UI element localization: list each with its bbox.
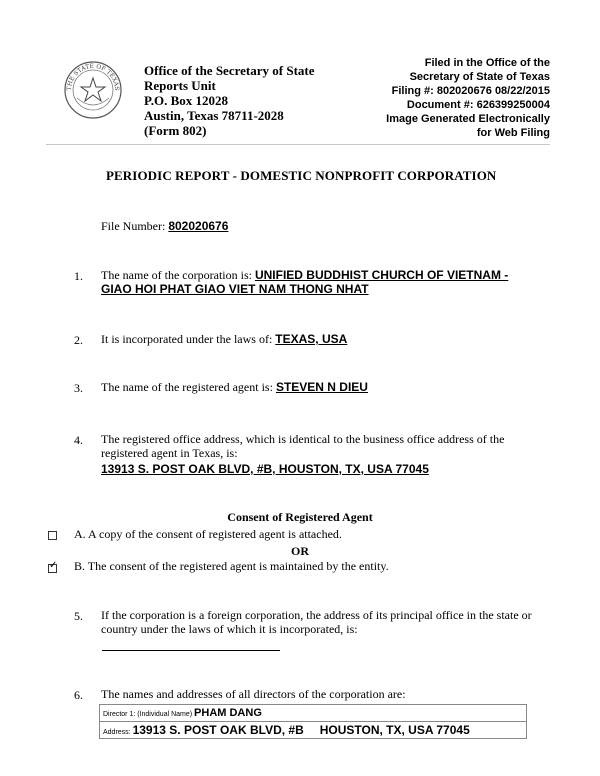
item-registered-office — [101, 432, 504, 476]
incorporated-laws-value: TEXAS, USA — [275, 332, 348, 346]
item-text: The name of the corporation is: — [101, 268, 252, 282]
office-line: (Form 802) — [144, 123, 207, 138]
item-text: If the corporation is a foreign corporation, the address of its principal office in the state or — [101, 608, 532, 622]
file-number-value: 802020676 — [168, 219, 229, 233]
director-name-value: PHAM DANG — [194, 707, 262, 719]
filed-line: for Web Filing — [476, 127, 550, 139]
item-corporation-name — [101, 268, 508, 296]
consent-option-b: B. The consent of the registered agent is maintained by the entity. — [74, 559, 389, 573]
consent-heading: Consent of Registered Agent — [227, 510, 373, 524]
checkmark-icon: ✓ — [49, 560, 58, 571]
item-text: registered agent in Texas, is: — [101, 446, 238, 460]
corporation-name-value-1: UNIFIED BUDDHIST CHURCH OF VIETNAM - — [254, 268, 509, 282]
item-text: The name of the registered agent is: — [101, 380, 273, 394]
consent-or: OR — [291, 544, 309, 558]
director-address-value: 13913 S. POST OAK BLVD, #B — [132, 723, 304, 737]
state-seal-icon — [63, 60, 123, 120]
item-number: 6. — [74, 688, 83, 702]
filed-line: Filed in the Office of the — [424, 57, 550, 69]
item-incorporated-laws — [101, 332, 347, 346]
director-name-label: Director 1: (Individual Name) — [103, 711, 193, 718]
director-city-state-value: HOUSTON, TX, USA 77045 — [319, 723, 470, 737]
corporation-name-value-2: GIAO HOI PHAT GIAO VIET NAM THONG NHAT — [101, 282, 369, 296]
item-registered-agent — [101, 380, 368, 394]
consent-a-checkbox[interactable] — [48, 531, 57, 540]
director-address-row — [100, 721, 526, 738]
director-table — [99, 704, 527, 739]
item-number: 2. — [74, 333, 83, 347]
filed-line: Filing #: 802020676 08/22/2015 — [391, 85, 550, 97]
form-title: PERIODIC REPORT - DOMESTIC NONPROFIT CORPORATION — [106, 168, 497, 183]
director-address-label: Address: — [103, 729, 131, 736]
item-text: country under the laws of which it is incorporated, is: — [101, 622, 358, 636]
filed-line: Document #: 626399250004 — [406, 99, 550, 111]
header-divider — [46, 144, 550, 145]
consent-option-a: A. A copy of the consent of registered agent is attached. — [74, 527, 342, 541]
registered-office-value: 13913 S. POST OAK BLVD, #B, HOUSTON, TX, USA 77045 — [101, 462, 429, 476]
director-name-row — [100, 705, 526, 721]
item-number: 5. — [74, 609, 83, 623]
office-line: Austin, Texas 78711-2028 — [144, 108, 284, 123]
file-number — [101, 219, 228, 234]
filing-stamp-block — [386, 56, 550, 140]
filed-line: Secretary of State of Texas — [409, 71, 550, 83]
svg-text:THE STATE OF TEXAS: THE STATE OF TEXAS — [65, 62, 121, 91]
item-foreign-address — [101, 608, 532, 636]
file-number-label: File Number: — [101, 219, 166, 233]
item-number: 4. — [74, 433, 83, 447]
office-line: Reports Unit — [144, 78, 216, 93]
item-number: 3. — [74, 381, 83, 395]
office-line: Office of the Secretary of State — [144, 63, 315, 78]
item-directors: The names and addresses of all directors of the corporation are: — [101, 687, 406, 701]
item-text: It is incorporated under the laws of: — [101, 332, 273, 346]
item-number: 1. — [74, 269, 83, 283]
filed-line: Image Generated Electronically — [386, 113, 550, 125]
office-address-block — [144, 63, 315, 138]
item-text: The registered office address, which is identical to the business office address of the — [101, 432, 505, 446]
office-line: P.O. Box 12028 — [144, 93, 229, 108]
registered-agent-value: STEVEN N DIEU — [275, 380, 368, 394]
foreign-address-blank-line — [102, 650, 280, 651]
consent-b-checkbox[interactable] — [48, 560, 58, 573]
